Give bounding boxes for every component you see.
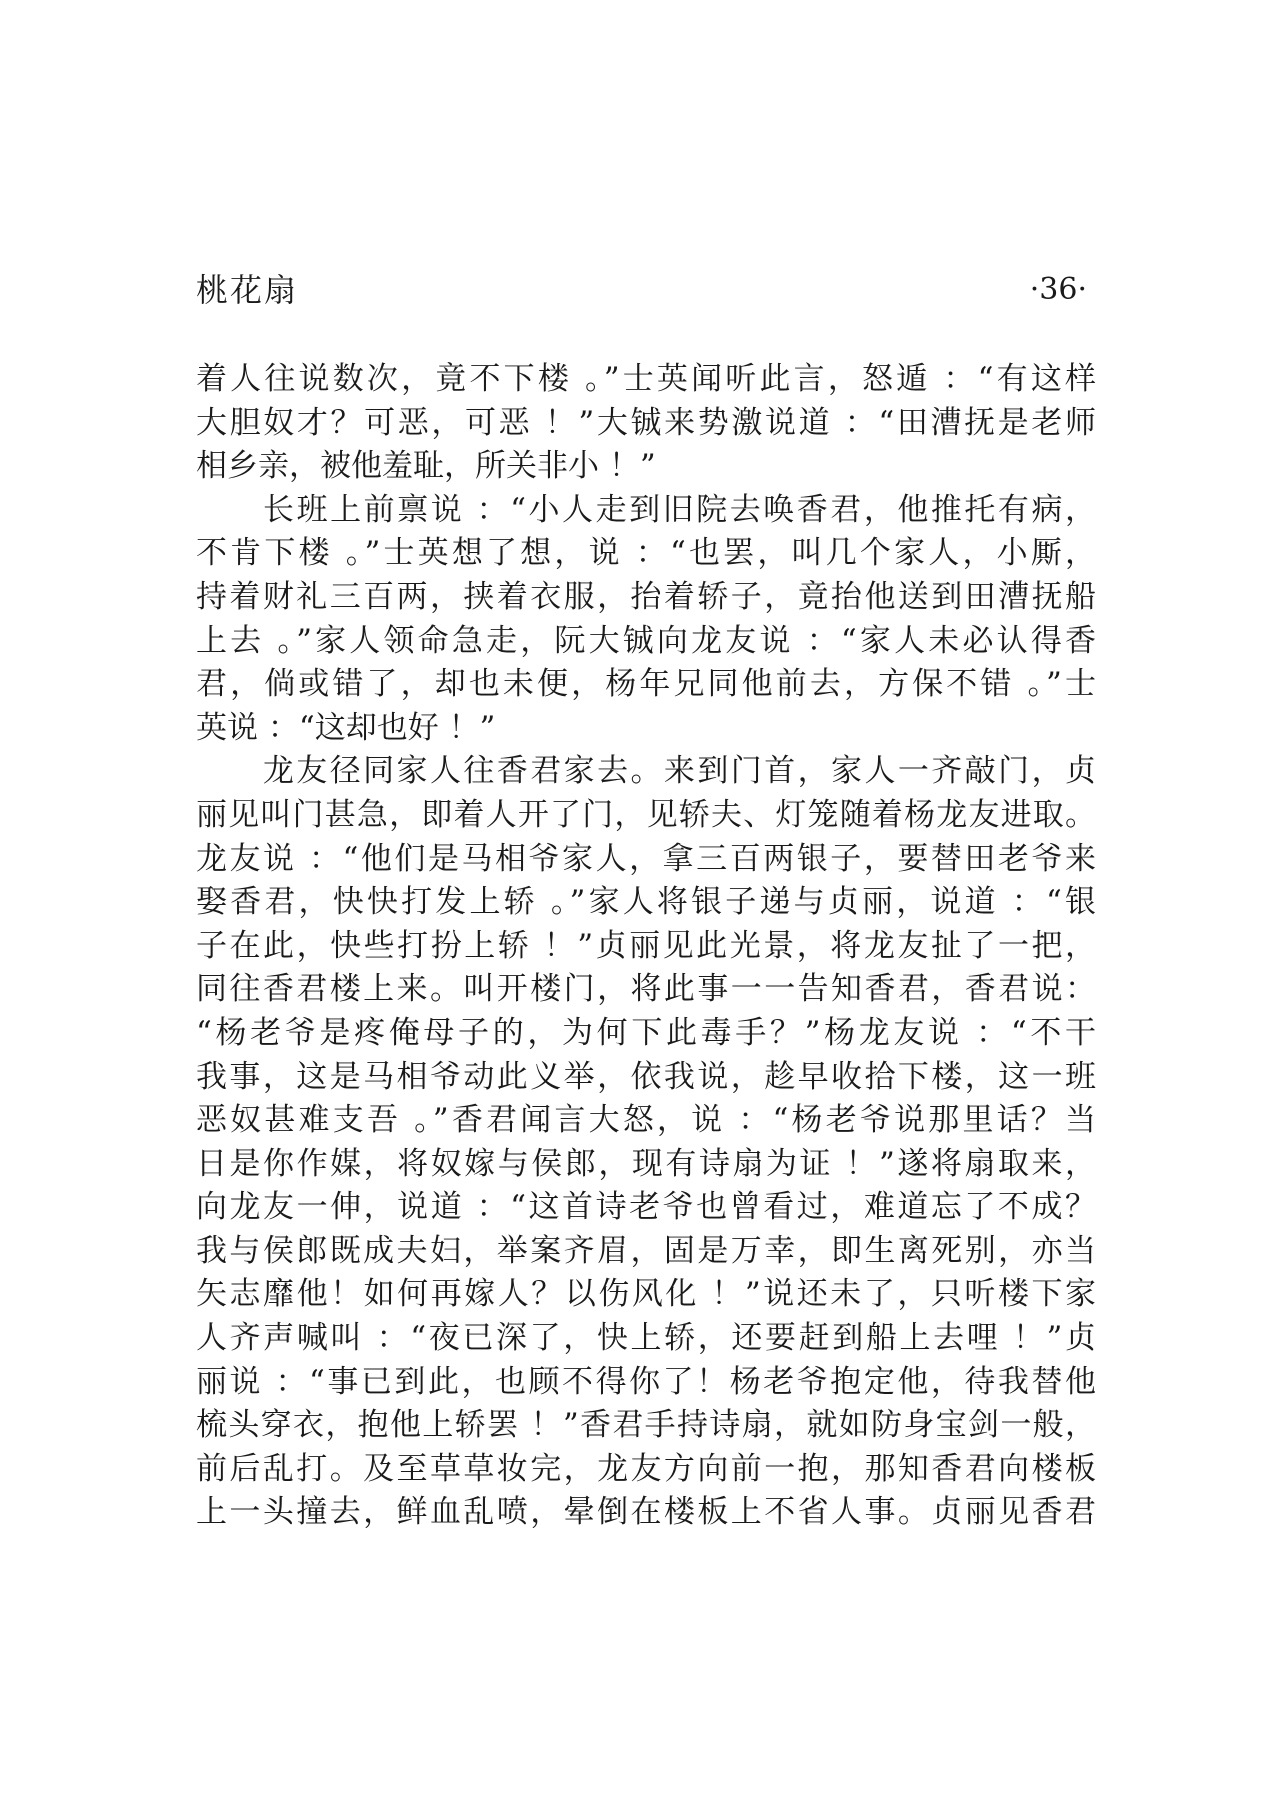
- page-header: [196, 268, 1087, 312]
- body-text: [196, 358, 1096, 1535]
- text-line: 梳头穿衣，抱他上轿罢 ！”香君手持诗扇，就如防身宝剑一般，: [196, 1407, 1096, 1444]
- text-line: 恶奴甚难支吾 。”香君闻言大怒，说 ：“杨老爷说那里话？当: [196, 1102, 1096, 1139]
- text-line: 丽见叫门甚急，即着人开了门，见轿夫、灯笼随着杨龙友进取。: [196, 796, 1096, 833]
- text-line: 上一头撞去，鲜血乱喷，晕倒在楼板上不省人事。贞丽见香君: [196, 1494, 1096, 1531]
- text-line: 娶香君，快快打发上轿 。”家人将银子递与贞丽，说道 ：“银: [196, 884, 1096, 921]
- text-line: 丽说 ：“事已到此，也顾不得你了！杨老爷抱定他，待我替他: [196, 1363, 1096, 1400]
- text-line: 人齐声喊叫 ：“夜已深了，快上轿，还要赶到船上去哩 ！”贞: [196, 1320, 1096, 1357]
- text-line: 我事，这是马相爷动此义举，依我说，趁早收拾下楼，这一班: [196, 1058, 1096, 1095]
- book-title: 桃花扇: [196, 271, 299, 309]
- text-line: 龙友径同家人往香君家去。来到门首，家人一齐敲门，贞: [196, 753, 1096, 790]
- text-line: 上去 。”家人领命急走，阮大铖向龙友说 ：“家人未必认得香: [196, 622, 1096, 659]
- text-line: 君，倘或错了，却也未便，杨年兄同他前去，方保不错 。”士: [196, 666, 1096, 703]
- text-line: 相乡亲，被他羞耻，所关非小 ！”: [196, 448, 656, 485]
- page-number: ·36·: [1029, 272, 1087, 307]
- text-line: “杨老爷是疼俺母子的，为何下此毒手？”杨龙友说 ：“不干: [196, 1014, 1096, 1051]
- text-line: 大胆奴才？可恶，可恶 ！”大铖来势激说道 ：“田漕抚是老师: [196, 404, 1096, 441]
- text-line: 向龙友一伸，说道 ：“这首诗老爷也曾看过，难道忘了不成？: [196, 1189, 1096, 1226]
- text-line: 持着财礼三百两，挟着衣服，抬着轿子，竟抬他送到田漕抚船: [196, 578, 1096, 615]
- text-line: 子在此，快些打扮上轿 ！”贞丽见此光景，将龙友扯了一把，: [196, 927, 1096, 964]
- text-line: 前后乱打。及至草草妆完，龙友方向前一抱，那知香君向楼板: [196, 1450, 1096, 1487]
- text-line: 长班上前禀说 ：“小人走到旧院去唤香君，他推托有病，: [196, 491, 1096, 528]
- text-line: 不肯下楼 。”士英想了想，说 ：“也罢，叫几个家人，小厮，: [196, 535, 1096, 572]
- text-line: 我与侯郎既成夫妇，举案齐眉，固是万幸，即生离死别，亦当: [196, 1232, 1096, 1269]
- text-line: 着人往说数次，竟不下楼 。”士英闻听此言，怒遁 ：“有这样: [196, 361, 1096, 397]
- text-line: 英说 ：“这却也好 ！”: [196, 709, 496, 746]
- text-line: 龙友说 ：“他们是马相爷家人，拿三百两银子，要替田老爷来: [196, 840, 1096, 877]
- text-line: 同往香君楼上来。叫开楼门，将此事一一告知香君，香君说：: [196, 971, 1096, 1008]
- text-line: 日是你作媒，将奴嫁与侯郎，现有诗扇为证 ！”遂将扇取来，: [196, 1145, 1096, 1182]
- text-line: 矢志靡他！如何再嫁人？以伤风化 ！”说还未了，只听楼下家: [196, 1276, 1096, 1313]
